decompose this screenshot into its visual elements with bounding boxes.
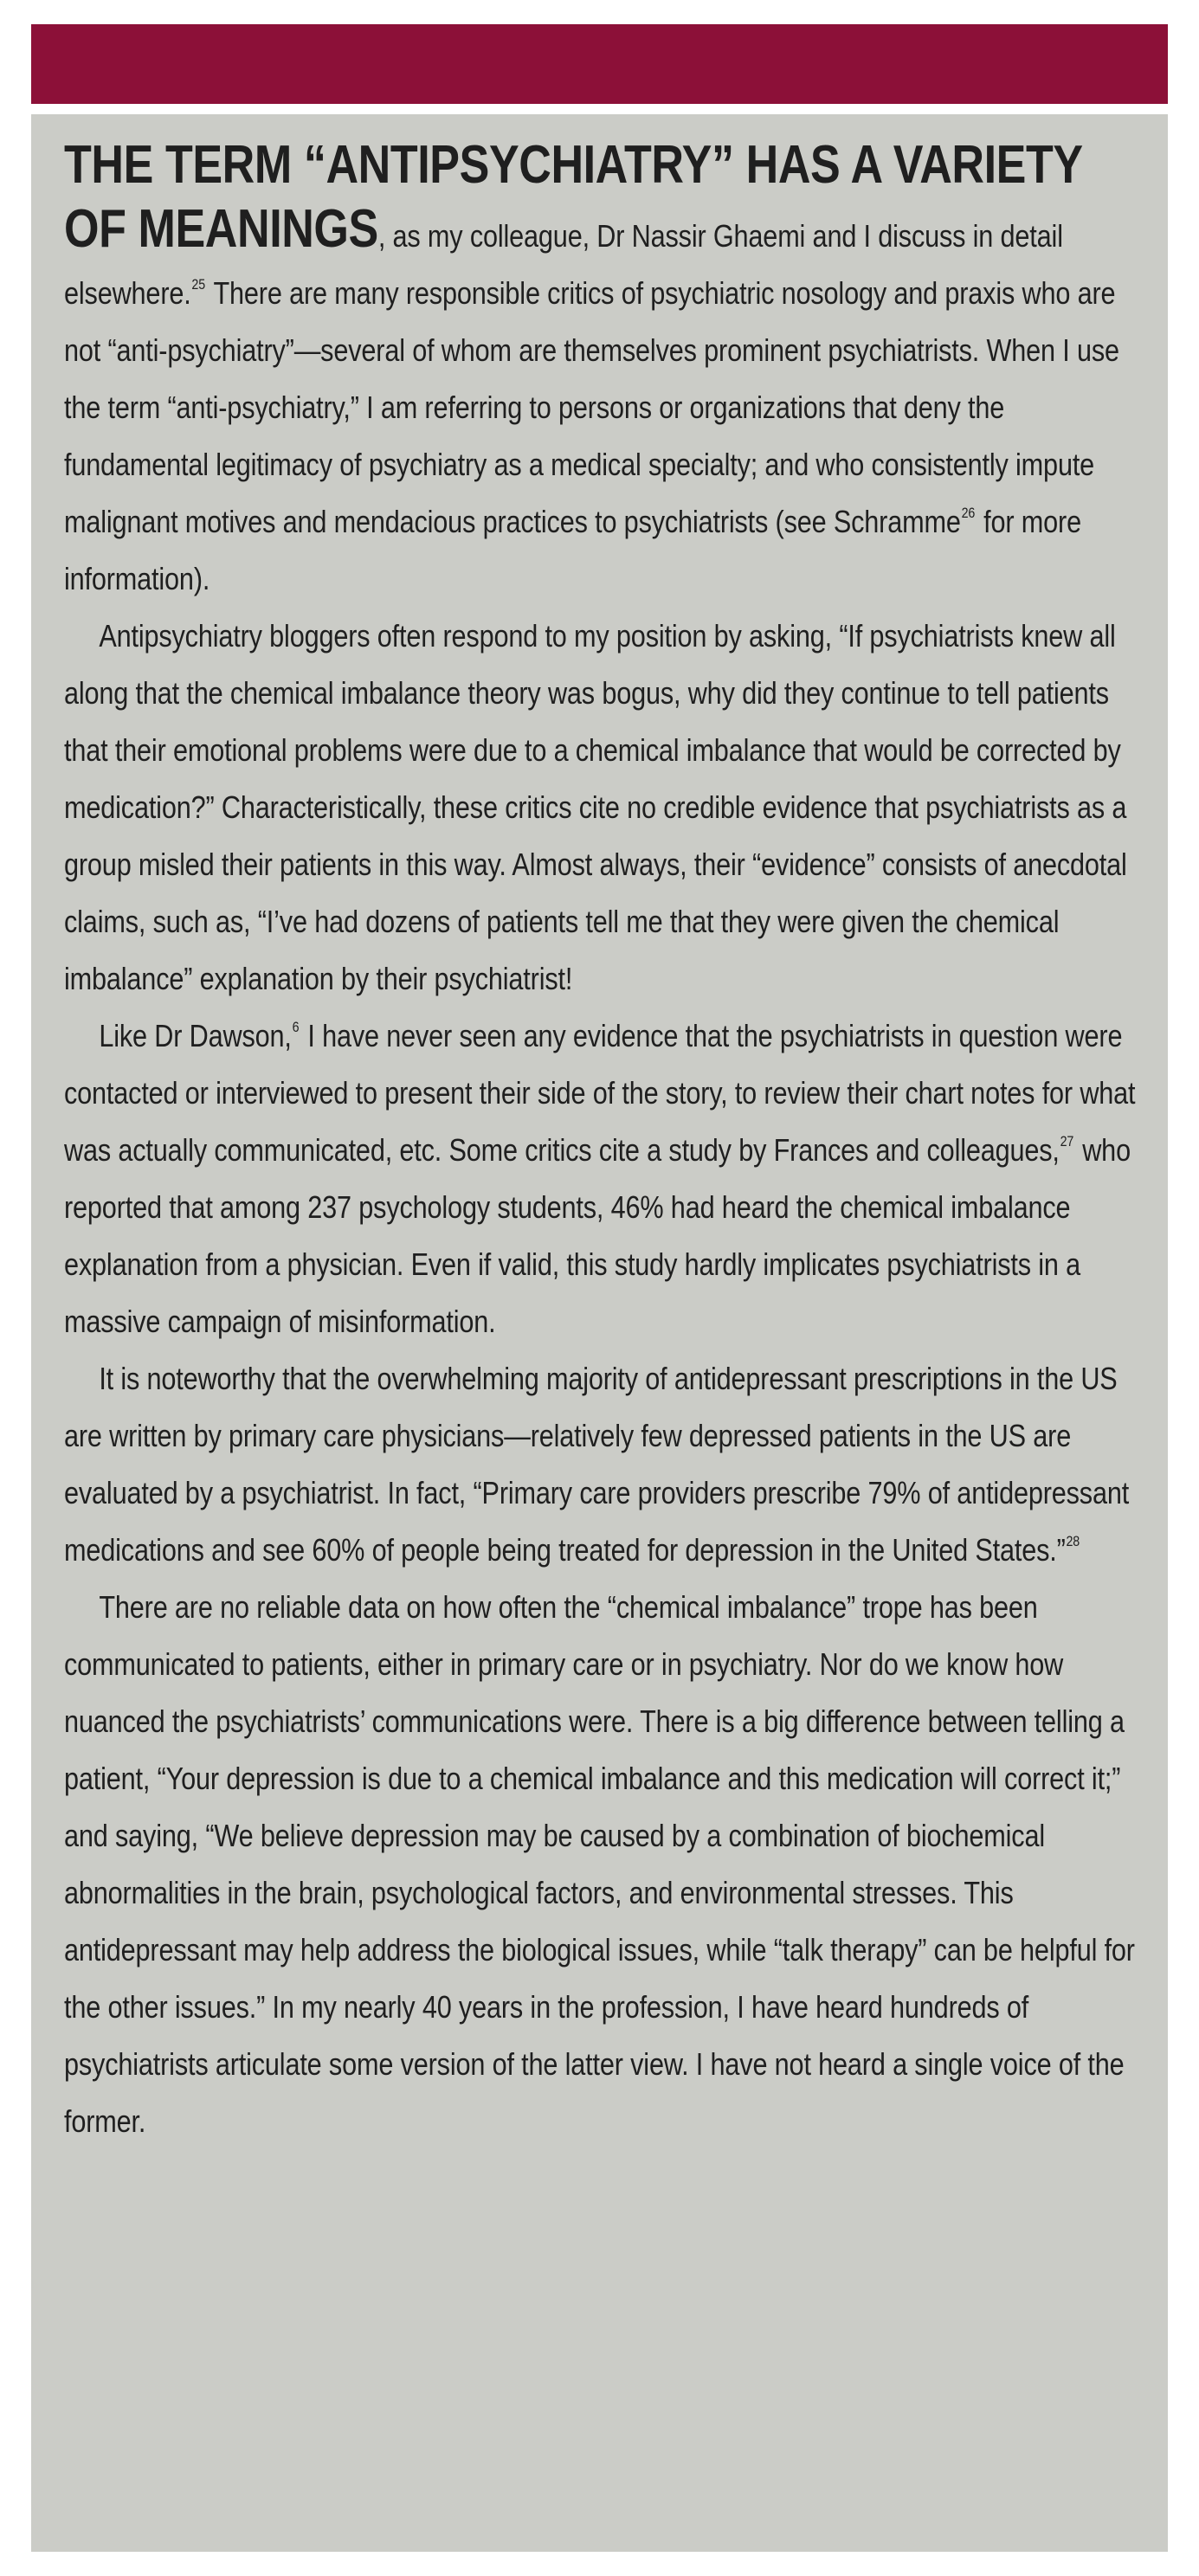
- paragraph-2: Antipsychiatry bloggers often respond to my position by asking, “If psychiatrists knew all along that the chemical imbalance theory was bogus, why did they continue to tell patients that their emotional problems were due to a chemical imbalance that would be corrected by medication?” Characteristically, these critics cite no credible evidence that psychiatrists as a group misled their patients in this way. Almost always, their “evidence” consists of anecdotal claims, such as, “I’ve had dozens of patients tell me that they were given the chemical imbalance” explanation by their psychiatrist!: [64, 618, 1127, 996]
- paragraph-5: There are no reliable data on how often the “chemical imbalance” trope has been communicated to patients, either in primary care or in psychiatry. Nor do we know how nuanced the psychiatrists’ communications were. There is a big difference between telling a patient, “Your depression is due to a chemical imbalance and this medication will correct it;” and saying, “We believe depression may be caused by a combination of biochemical abnormalities in the brain, psychological factors, and environmental stresses. This antidepressant may help address the biological issues, while “talk therapy” can be helpful for the other issues.” In my nearly 40 years in the profession, I have heard hundreds of psychiatrists articulate some version of the latter view. I have not heard a single voice of the former.: [64, 1589, 1135, 2139]
- paragraph-3-text-b: I have never seen any evidence that the psychiatrists in question were contacted or interviewed to present their side of the story, to review their chart notes for what was actually communicated, etc. Some critics cite a study by Frances and colleagues,: [64, 1018, 1136, 1168]
- article-panel: [31, 114, 1168, 2552]
- paragraph-1-text-a: , as my colleague, Dr Nassir Ghaemi and I discuss in detail elsewhere.: [64, 218, 1063, 311]
- paragraph-4: [64, 1350, 1138, 1579]
- paragraph-3: [64, 1008, 1138, 1350]
- paragraph-1: [64, 137, 1138, 608]
- paragraph-3-text-a: Like Dr Dawson,: [99, 1018, 292, 1053]
- paragraph-3-text-c: who reported that among 237 psychology students, 46% had heard the chemical imbalance explanation from a physician. Even if valid, this study hardly implicates psychiatrists in a massive campaign of misinformation.: [64, 1132, 1131, 1339]
- header-banner: [31, 24, 1168, 104]
- reference-25: 25: [191, 276, 205, 293]
- paragraph-1-text-c: for more information).: [64, 504, 1081, 596]
- reference-26: 26: [961, 505, 976, 521]
- paragraph-4-text: It is noteworthy that the overwhelming majority of antidepressant prescriptions in the US are written by primary care physicians—relatively few depressed patients in the US are evaluated by a psychiatrist. In fact, “Primary care providers prescribe 79% of antidepressant medications and see 60% of people being treated for depression in the United States.”: [64, 1361, 1130, 1568]
- paragraph-1-text-b: There are many responsible critics of psychiatric nosology and praxis who are not “anti-psychiatry”—several of whom are themselves prominent psychiatrists. When I use the term “anti-psychiatry,” I am referring to persons or organizations that deny the fundamental legitimacy of psychiatry as a medical specialty; and who consistently impute malignant motives and mendacious practices to psychiatrists (see Schramme: [64, 275, 1119, 539]
- reference-6: 6: [292, 1019, 300, 1035]
- lead-in-heading: THE TERM “ANTIPSYCHIATRY” HAS A VARIETY OF MEANINGS: [64, 135, 1082, 259]
- reference-27: 27: [1060, 1133, 1074, 1150]
- reference-28: 28: [1066, 1533, 1080, 1549]
